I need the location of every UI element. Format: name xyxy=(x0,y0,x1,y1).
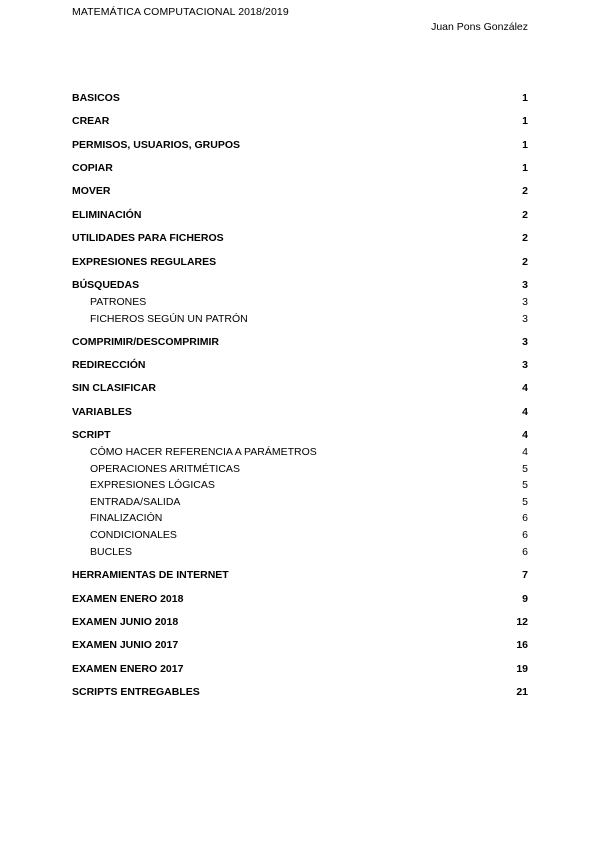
toc-entry[interactable] xyxy=(72,91,528,105)
toc-entry-title: SCRIPT xyxy=(72,429,111,441)
toc-entry-page: 1 xyxy=(522,92,528,104)
toc-entry[interactable] xyxy=(72,358,528,372)
toc-entry-title: EXAMEN ENERO 2017 xyxy=(72,663,184,675)
toc-entry[interactable] xyxy=(72,295,528,309)
toc-entry-title: PATRONES xyxy=(90,296,147,308)
toc-entry[interactable] xyxy=(72,662,528,676)
toc-entry-page: 3 xyxy=(522,313,528,325)
toc-entry-title: HERRAMIENTAS DE INTERNET xyxy=(72,569,229,581)
toc-entry-title: FINALIZACIÓN xyxy=(90,512,163,524)
toc-entry-page: 9 xyxy=(522,593,528,605)
toc-entry-page: 19 xyxy=(516,663,528,675)
toc-entry[interactable] xyxy=(72,255,528,269)
toc-entry-title: ELIMINACIÓN xyxy=(72,209,142,221)
table-of-contents xyxy=(72,0,528,848)
toc-entry[interactable] xyxy=(72,161,528,175)
toc-entry-title: OPERACIONES ARITMÉTICAS xyxy=(90,463,240,475)
toc-entry-page: 6 xyxy=(522,529,528,541)
toc-entry-title: MOVER xyxy=(72,185,111,197)
toc-entry-title: COPIAR xyxy=(72,162,113,174)
toc-entry-title: ENTRADA/SALIDA xyxy=(90,496,181,508)
toc-entry[interactable] xyxy=(72,184,528,198)
toc-entry-page: 3 xyxy=(522,296,528,308)
course-header: MATEMÁTICA COMPUTACIONAL 2018/2019 xyxy=(72,6,289,18)
toc-entry[interactable] xyxy=(72,685,528,699)
toc-entry-page: 12 xyxy=(516,616,528,628)
toc-entry-title: PERMISOS, USUARIOS, GRUPOS xyxy=(72,139,241,151)
toc-entry-title: SIN CLASIFICAR xyxy=(72,382,156,394)
toc-entry[interactable] xyxy=(72,381,528,395)
toc-entry-title: BASICOS xyxy=(72,92,120,104)
toc-entry-page: 6 xyxy=(522,512,528,524)
toc-entry[interactable] xyxy=(72,312,528,326)
toc-entry[interactable] xyxy=(72,511,528,525)
toc-entry-page: 16 xyxy=(516,639,528,651)
toc-entry[interactable] xyxy=(72,114,528,128)
toc-entry-page: 3 xyxy=(522,336,528,348)
toc-entry-page: 5 xyxy=(522,496,528,508)
toc-entry-page: 3 xyxy=(522,359,528,371)
toc-entry-page: 2 xyxy=(522,185,528,197)
toc-entry[interactable] xyxy=(72,428,528,442)
toc-entry-page: 1 xyxy=(522,162,528,174)
toc-entry-title: EXAMEN ENERO 2018 xyxy=(72,593,184,605)
toc-entry-title: BUCLES xyxy=(90,546,133,558)
toc-entry[interactable] xyxy=(72,208,528,222)
toc-entry-page: 4 xyxy=(522,406,528,418)
toc-entry[interactable] xyxy=(72,495,528,509)
toc-entry-title: EXAMEN JUNIO 2018 xyxy=(72,616,179,628)
toc-entry-title: UTILIDADES PARA FICHEROS xyxy=(72,232,224,244)
toc-entry[interactable] xyxy=(72,592,528,606)
toc-entry-page: 5 xyxy=(522,479,528,491)
toc-entry-title: CÓMO HACER REFERENCIA A PARÁMETROS xyxy=(90,446,317,458)
toc-entry-page: 21 xyxy=(516,686,528,698)
toc-entry[interactable] xyxy=(72,638,528,652)
toc-entry[interactable] xyxy=(72,445,528,459)
toc-entry-page: 3 xyxy=(522,279,528,291)
toc-entry[interactable] xyxy=(72,138,528,152)
toc-entry-title: FICHEROS SEGÚN UN PATRÓN xyxy=(90,313,248,325)
toc-entry-page: 4 xyxy=(522,382,528,394)
toc-entry[interactable] xyxy=(72,615,528,629)
toc-entry[interactable] xyxy=(72,231,528,245)
toc-entry-title: VARIABLES xyxy=(72,406,132,418)
toc-entry-page: 1 xyxy=(522,139,528,151)
toc-entry[interactable] xyxy=(72,462,528,476)
toc-entry-page: 4 xyxy=(522,446,528,458)
toc-entry[interactable] xyxy=(72,528,528,542)
toc-entry-title: EXAMEN JUNIO 2017 xyxy=(72,639,179,651)
toc-entry[interactable] xyxy=(72,568,528,582)
toc-entry-page: 5 xyxy=(522,463,528,475)
toc-entry-page: 2 xyxy=(522,256,528,268)
toc-entry-title: SCRIPTS ENTREGABLES xyxy=(72,686,200,698)
toc-entry-page: 6 xyxy=(522,546,528,558)
toc-entry-page: 1 xyxy=(522,115,528,127)
toc-entry-page: 4 xyxy=(522,429,528,441)
toc-entry-title: CONDICIONALES xyxy=(90,529,177,541)
toc-entry-title: CREAR xyxy=(72,115,110,127)
toc-entry-page: 7 xyxy=(522,569,528,581)
toc-entry-title: COMPRIMIR/DESCOMPRIMIR xyxy=(72,336,219,348)
toc-entry-title: EXPRESIONES LÓGICAS xyxy=(90,479,215,491)
toc-entry[interactable] xyxy=(72,278,528,292)
toc-entry[interactable] xyxy=(72,478,528,492)
toc-entry-page: 2 xyxy=(522,232,528,244)
toc-entry[interactable] xyxy=(72,545,528,559)
author-name: Juan Pons González xyxy=(431,21,528,33)
toc-entry-title: EXPRESIONES REGULARES xyxy=(72,256,217,268)
toc-entry[interactable] xyxy=(72,335,528,349)
toc-entry-page: 2 xyxy=(522,209,528,221)
toc-entry[interactable] xyxy=(72,405,528,419)
toc-entry-title: BÚSQUEDAS xyxy=(72,279,140,291)
toc-entry-title: REDIRECCIÓN xyxy=(72,359,146,371)
